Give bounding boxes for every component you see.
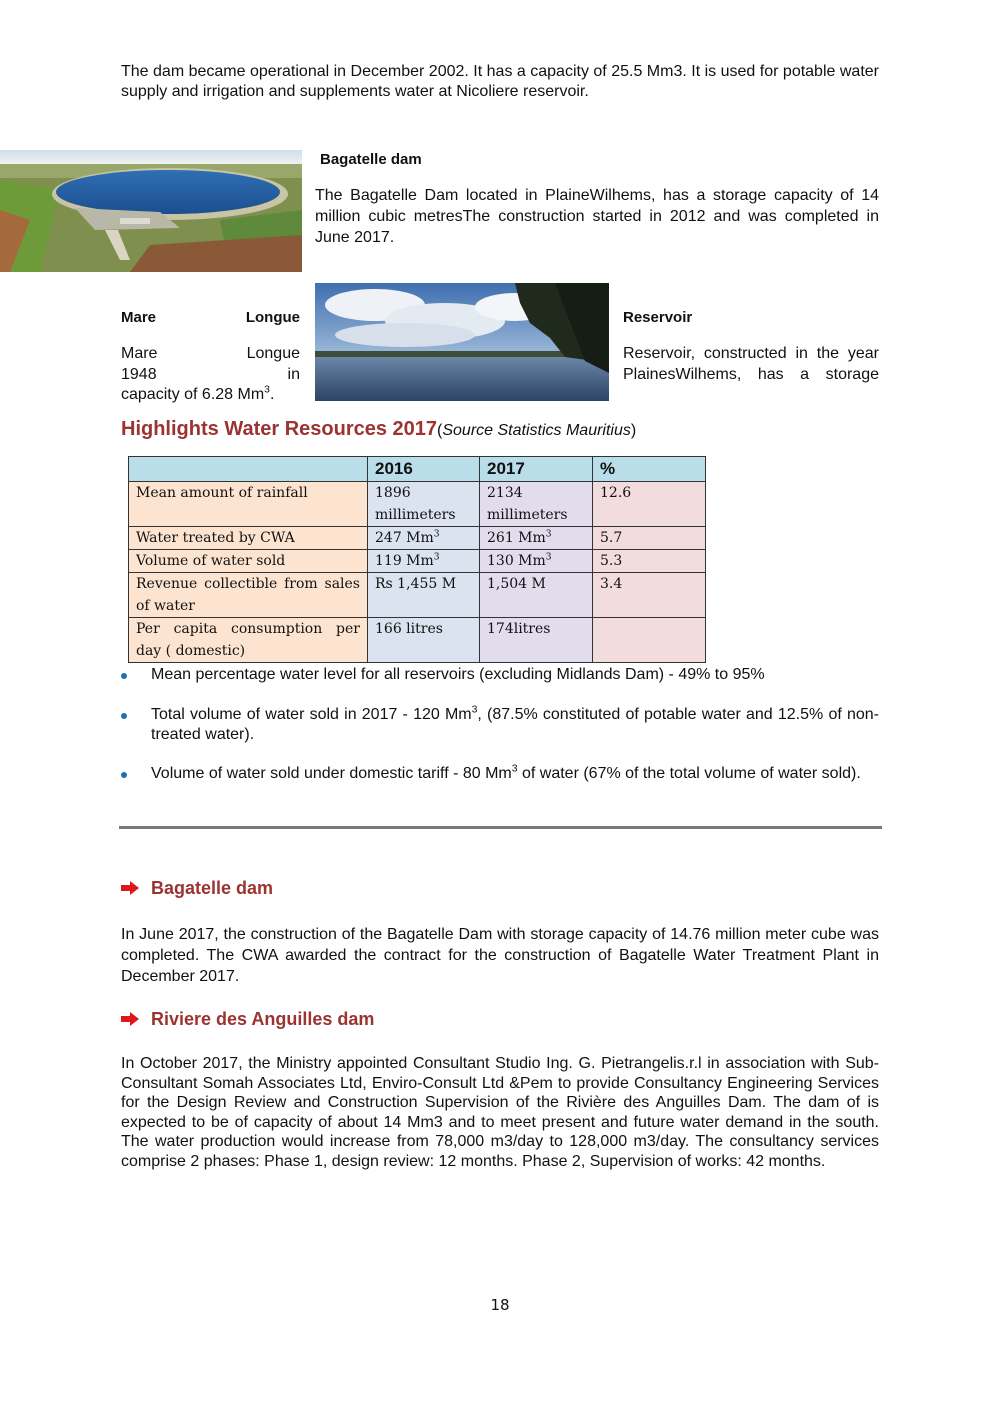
cell-value: 261 Mm xyxy=(487,530,546,546)
bullet-dot-icon xyxy=(121,713,127,719)
cell-percent xyxy=(593,618,706,663)
cell-sup: 3 xyxy=(433,552,440,563)
cell-2016: Rs 1,455 M xyxy=(368,573,480,618)
mare-left-line-1 xyxy=(121,343,300,364)
mare-longue-heading xyxy=(121,309,300,326)
bullet-text: Mean percentage water level for all reservoirs (excluding Midlands Dam) - 49% to 95% xyxy=(151,666,765,683)
cell-2017: 1,504 M xyxy=(480,573,593,618)
bullet-text-post: of water (67% of the total volume of water sold). xyxy=(517,765,861,782)
cell-value: 130 Mm xyxy=(487,553,546,569)
cell-2017 xyxy=(480,550,593,573)
section-divider xyxy=(119,826,882,829)
column-header: 2017 xyxy=(480,457,593,482)
cell-percent: 12.6 xyxy=(593,482,706,527)
cell-value: 247 Mm xyxy=(375,530,434,546)
row-label: Per capita consumption per day ( domestic) xyxy=(129,618,368,663)
cell-value: 119 Mm xyxy=(375,553,434,569)
mare-photo-illustration xyxy=(315,283,609,401)
mare-heading-word-2: Longue xyxy=(245,309,300,326)
cell-2016 xyxy=(368,550,480,573)
mare-left-line-1a: Mare xyxy=(121,345,158,362)
red-arrow-icon xyxy=(121,1012,139,1026)
mare-capacity-end: . xyxy=(269,386,275,403)
reservoir-text: Reservoir, constructed in the year PlainesWilhems, has a storage xyxy=(623,345,879,383)
mare-left-line-1b: Longue xyxy=(246,345,300,362)
cell-percent: 5.3 xyxy=(593,550,706,573)
cell-2016: 166 litres xyxy=(368,618,480,663)
cell-2017: 2134 millimeters xyxy=(480,482,593,527)
cell-2017: 174litres xyxy=(480,618,593,663)
bagatelle-photo-illustration xyxy=(0,150,302,272)
cell-2017 xyxy=(480,527,593,550)
cell-percent: 3.4 xyxy=(593,573,706,618)
bullet-dot-icon xyxy=(121,673,127,679)
mare-left-line-2b: in xyxy=(287,366,300,383)
bullet-text-pre: Volume of water sold under domestic tariff - 80 Mm xyxy=(151,765,512,782)
red-arrow-icon xyxy=(121,881,139,895)
highlights-source: Source Statistics Mauritius xyxy=(442,422,631,439)
highlights-table xyxy=(128,456,706,663)
bagatelle-heading: Bagatelle dam xyxy=(320,151,422,168)
mare-capacity-sup: 3 xyxy=(264,384,270,396)
highlights-title: Highlights Water Resources 2017(Source Statistics Mauritius) xyxy=(121,418,637,440)
mare-capacity-text: capacity of 6.28 Mm xyxy=(121,386,265,403)
table-row xyxy=(129,573,706,618)
bullet-text xyxy=(151,705,879,745)
highlights-title-text: Highlights Water Resources 2017 xyxy=(121,418,438,440)
mare-longue-reservoir-photo xyxy=(315,283,609,401)
bullet-text-pre: Total volume of water sold in 2017 - 120 Mm xyxy=(151,706,472,723)
cell-2016 xyxy=(368,527,480,550)
intro-paragraph: The dam became operational in December 2002. It has a capacity of 25.5 Mm3. It is used for potable water supply and irrigation and supplements water at Nicoliere reservoir. xyxy=(121,63,879,100)
cell-percent: 5.7 xyxy=(593,527,706,550)
bullet-text-sup: 3 xyxy=(471,704,478,716)
table-row xyxy=(129,618,706,663)
mare-left-line-2 xyxy=(121,364,300,385)
bullet-item xyxy=(121,705,879,745)
section-title-bagatelle: Bagatelle dam xyxy=(151,878,274,898)
page-number: 18 xyxy=(490,1296,510,1314)
table-row xyxy=(129,527,706,550)
mare-heading-word-1: Mare xyxy=(121,309,157,326)
cell-sup: 3 xyxy=(545,529,552,540)
column-header: % xyxy=(593,457,706,482)
column-header: 2016 xyxy=(368,457,480,482)
row-label: Volume of water sold xyxy=(129,550,368,573)
bullet-item xyxy=(121,764,879,784)
bullet-text-post: , (87.5% constituted of potable water and 12.5% of non-treated water). xyxy=(151,706,879,743)
section-text-riviere-des-anguilles: In October 2017, the Ministry appointed Consultant Studio Ing. G. Pietrangelis.r.l in association with Sub-Consultant Somah Associates Ltd, Enviro-Consult Ltd &Pem to provide Consultancy Engineering Services for the Design Review and Construction Supervision of the Rivière des Anguilles Dam. The dam of is expected to be of capacity of about 14 Mm3 and to meet present and future water demand in the south. The water production would increase from 78,000 m3/day to 128,000 m3/day. The consultancy services comprise 2 phases: Phase 1, design review: 12 months. Phase 2, Supervision of works: 42 months. xyxy=(121,1055,879,1170)
bullet-text xyxy=(151,764,879,784)
section-title-riviere-des-anguilles: Riviere des Anguilles dam xyxy=(151,1009,375,1029)
reservoir-heading: Reservoir xyxy=(623,309,693,326)
table-row xyxy=(129,550,706,573)
bagatelle-dam-photo xyxy=(0,150,302,272)
row-label: Water treated by CWA xyxy=(129,527,368,550)
mare-longue-left-text xyxy=(121,343,300,385)
bullet-dot-icon xyxy=(121,772,127,778)
column-header xyxy=(129,457,368,482)
row-label: Mean amount of rainfall xyxy=(129,482,368,527)
table-row xyxy=(129,482,706,527)
bullet-item xyxy=(121,665,879,685)
cell-2016: 1896 millimeters xyxy=(368,482,480,527)
cell-sup: 3 xyxy=(545,552,552,563)
cell-sup: 3 xyxy=(433,529,440,540)
bagatelle-description: The Bagatelle Dam located in PlaineWilhems, has a storage capacity of 14 million cubic metresThe construction started in 2012 and was completed in June 2017. xyxy=(315,187,879,246)
bullet-text-sup: 3 xyxy=(511,763,518,775)
mare-left-line-2a: 1948 xyxy=(121,366,157,383)
section-text-bagatelle: In June 2017, the construction of the Bagatelle Dam with storage capacity of 14.76 million meter cube was completed. The CWA awarded the contract for the construction of Bagatelle Water Treatment Plant in December 2017. xyxy=(121,926,879,985)
row-label: Revenue collectible from sales of water xyxy=(129,573,368,618)
table-header-row xyxy=(129,457,706,482)
